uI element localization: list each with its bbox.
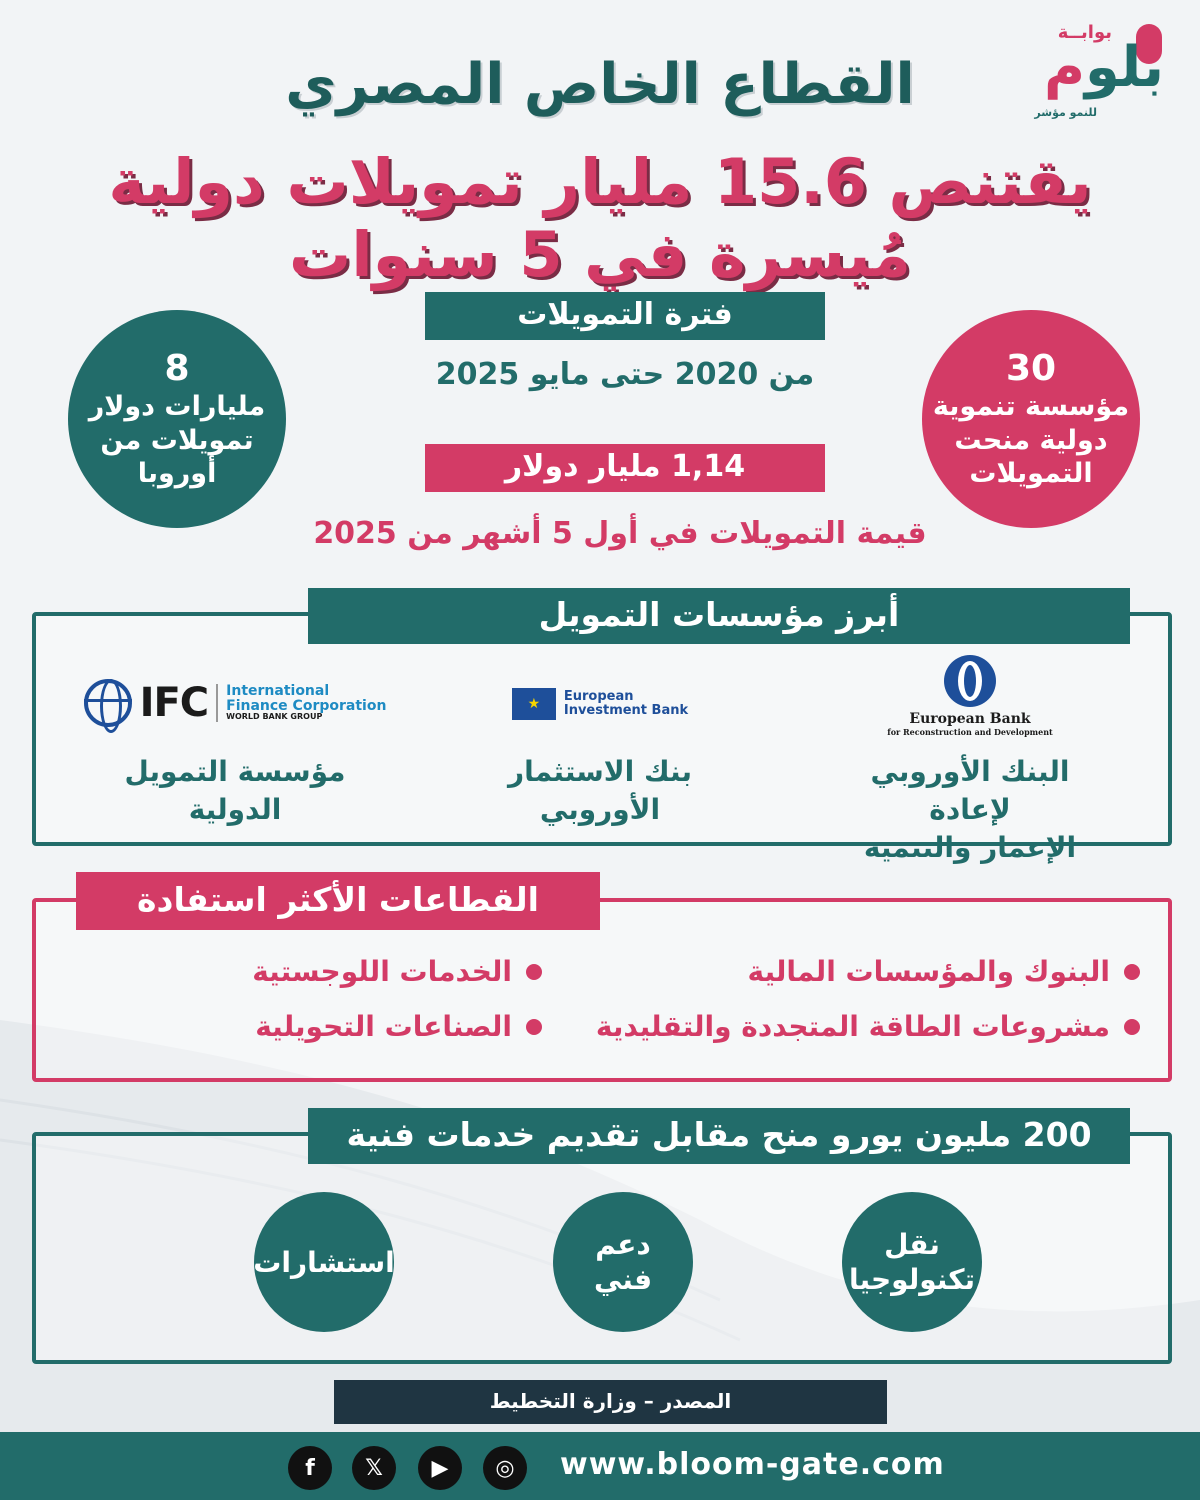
eib-logo: ★ European Investment Bank	[470, 655, 730, 739]
ebrd-emblem-icon	[944, 655, 996, 707]
sector-item: الصناعات التحويلية	[255, 1010, 542, 1043]
sectors-title: القطاعات الأكثر استفادة	[76, 872, 600, 930]
page-title: القطاع الخاص المصري	[285, 52, 915, 117]
eu-flag-icon: ★	[512, 688, 556, 720]
institutions-count-circle	[922, 310, 1140, 528]
service-circle: استشارات	[254, 1192, 394, 1332]
institution-ebrd	[830, 655, 1110, 866]
website-link[interactable]: www.bloom-gate.com	[560, 1447, 945, 1482]
sector-item: الخدمات اللوجستية	[252, 955, 542, 988]
bullet-icon	[526, 1019, 542, 1035]
bullet-icon	[1124, 964, 1140, 980]
youtube-icon[interactable]: ▶	[418, 1446, 462, 1490]
europe-funding-number: 8	[164, 347, 190, 389]
bullet-icon	[1124, 1019, 1140, 1035]
x-icon[interactable]: 𝕏	[352, 1446, 396, 1490]
sector-item: مشروعات الطاقة المتجددة والتقليدية	[596, 1010, 1140, 1043]
institution-label: مؤسسة التمويل الدولية	[124, 755, 346, 826]
ebrd-logo: European Bank for Reconstruction and Development	[830, 655, 1110, 739]
europe-funding-text: مليارات دولار تمويلات من أوروبا	[88, 390, 266, 490]
institution-label: بنك الاستثمار الأوروبي	[507, 755, 692, 826]
globe-icon	[84, 679, 132, 727]
institution-ifc	[80, 655, 390, 829]
page-subtitle: يقتنص 15.6 مليار تمويلات دولية مُيسرة في 5 سنوات	[108, 145, 1092, 291]
period-label: فترة التمويلات	[425, 292, 825, 340]
amount-value: 1,14 مليار دولار	[425, 444, 825, 492]
instagram-icon[interactable]: ◎	[483, 1446, 527, 1490]
institutions-count-text: مؤسسة تنموية دولية منحت التمويلات	[932, 390, 1130, 490]
services-title: 200 مليون يورو منح مقابل تقديم خدمات فنية	[308, 1108, 1130, 1164]
period-value: من 2020 حتى مايو 2025	[435, 357, 815, 392]
source-note: المصدر – وزارة التخطيط	[334, 1380, 887, 1424]
logo-wordmark: بلوم	[1043, 35, 1164, 100]
amount-caption: قيمة التمويلات في أول 5 أشهر من 2025	[313, 516, 927, 551]
sector-item: البنوك والمؤسسات المالية	[747, 955, 1140, 988]
institution-label: البنك الأوروبي لإعادة الإعمار والتنمية	[863, 755, 1077, 864]
facebook-icon[interactable]: f	[288, 1446, 332, 1490]
service-circle: دعم فني	[553, 1192, 693, 1332]
europe-funding-circle	[68, 310, 286, 528]
service-circle: نقل تكنولوجيا	[842, 1192, 982, 1332]
bullet-icon	[526, 964, 542, 980]
institutions-title: أبرز مؤسسات التمويل	[308, 588, 1130, 644]
ifc-logo: IFC International Finance Corporation WORLD BANK GROUP	[80, 655, 390, 739]
logo-tagline: للنمو مؤشر	[1034, 106, 1097, 119]
institutions-count-number: 30	[1005, 347, 1057, 389]
institution-eib	[470, 655, 730, 829]
logo-small-text: بوابــة	[1057, 22, 1112, 43]
